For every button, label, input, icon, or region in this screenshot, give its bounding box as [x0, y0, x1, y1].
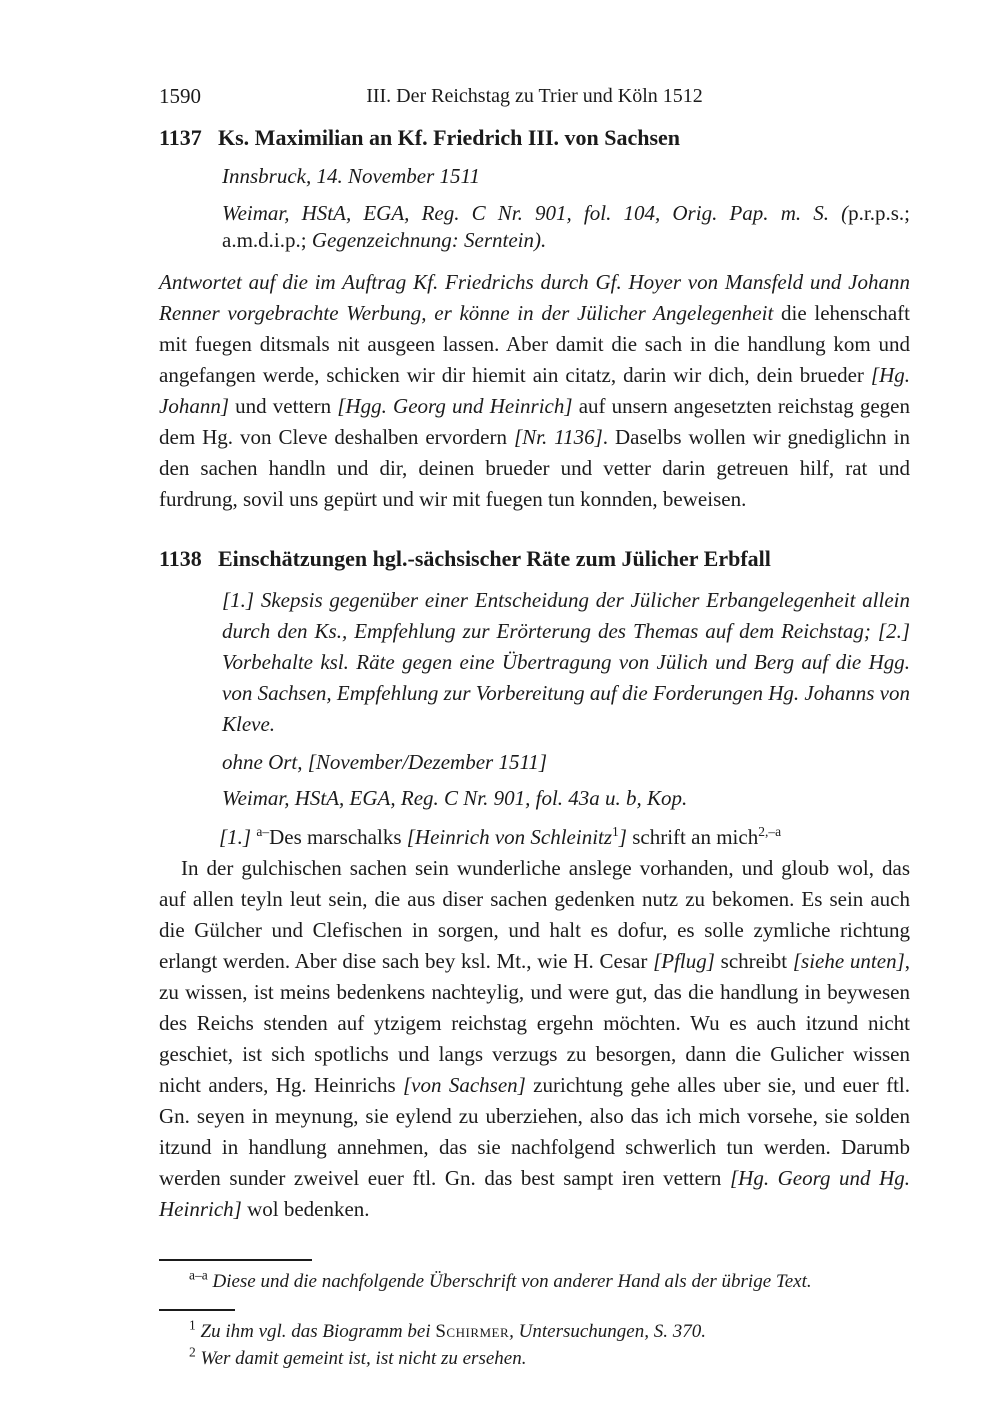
- text-run: [Pflug]: [653, 949, 715, 973]
- doc-1138-number: 1138: [159, 546, 202, 571]
- text-run: ]: [618, 825, 627, 849]
- text-run: auf unsern angesetzten reichstag gegen dem Hg. von Cleve deshalben ervordern: [159, 394, 911, 449]
- text-run: [siehe unten]: [792, 949, 905, 973]
- running-header-title: III. Der Reichstag zu Trier und Köln 1512: [366, 85, 703, 107]
- doc-1138-subheading: [159, 822, 910, 853]
- text-run: [1.]: [219, 825, 257, 849]
- footnote-rule-numbers: [159, 1309, 235, 1311]
- footnote-2: [159, 1345, 910, 1372]
- text-run: Antwortet auf die im Auftrag Kf. Friedrichs durch Gf. Hoyer von Mansfeld und Johann Renner vorgebrachte Werbung, er könne in der Jülicher Angelegenheit: [159, 270, 910, 325]
- doc-1138-body: [159, 853, 910, 1225]
- footnote-variant-a: [159, 1268, 910, 1295]
- text-run: [von Sachsen]: [403, 1073, 526, 1097]
- text-run: [Hg. Johann]: [159, 363, 910, 418]
- text-run: [Heinrich von Schleinitz: [406, 825, 613, 849]
- doc-1137-regest: [159, 267, 910, 515]
- footnote-1: [159, 1318, 910, 1345]
- doc-1138-title: Einschätzungen hgl.-sächsischer Räte zum Jülicher Erbfall: [218, 546, 771, 571]
- doc-1137-number: 1137: [159, 125, 202, 150]
- running-header: [159, 84, 910, 108]
- text-run: schrift an mich: [626, 825, 759, 849]
- text-run: a–: [256, 824, 270, 839]
- page-number: 1590: [159, 84, 201, 108]
- footnote-rule-variants: [159, 1259, 312, 1261]
- text-run: Weimar, HStA, EGA, Reg. C Nr. 901, fol. 104, Orig. Pap. m. S. (: [222, 201, 849, 225]
- text-run: wol bedenken.: [241, 1197, 370, 1221]
- doc-1137-title: Ks. Maximilian an Kf. Friedrich III. von Sachsen: [218, 125, 681, 150]
- text-run: Diese und die nachfolgende Überschrift von anderer Hand als der übrige Text.: [207, 1271, 812, 1292]
- doc-1138-dateline: ohne Ort, [November/Dezember 1511]: [222, 750, 548, 774]
- text-run: [Hgg. Georg und Heinrich]: [337, 394, 573, 418]
- text-run: Schirmer: [435, 1321, 510, 1342]
- text-run: Zu ihm vgl. das Biogramm bei: [195, 1321, 436, 1342]
- footnote-section: [159, 1259, 910, 1372]
- text-run: und vettern: [229, 394, 338, 418]
- doc-1138-summary: [1.] Skepsis gegenüber einer Entscheidung der Jülicher Erbangelegenheit allein durch den Ks., Empfehlung zur Erörterung des Themas auf dem Reichstag; [2.] Vorbehalte ksl. Räte gegen eine Übertragung von Jülich und Berg auf die Hgg. von Sachsen, Empfehlung zur Vorbereitung auf die Forderungen Hg. Johanns von Kleve.: [222, 588, 910, 736]
- document-1138: [159, 545, 910, 1225]
- text-run: zurichtung gehe alles uber sie, und euer ftl. Gn. seyen in meynung, sie eylend zu uberziehen, also das ich mich vorsehe, sie solden itzund in handlung annehmen, das sie nachfolgend schwerlich tun werden. Darumb werden sunder zweivel euer ftl. Gn. das best sampt iren vettern: [159, 1073, 910, 1190]
- text-run: p.r.p.s.; a.m.d.i.p.;: [222, 201, 910, 252]
- doc-1137-heading: [159, 124, 910, 152]
- text-run: Gegenzeichnung: Serntein).: [311, 228, 547, 252]
- text-run: a–a: [189, 1267, 208, 1283]
- text-run: schreibt: [714, 949, 793, 973]
- text-run: 2,–a: [758, 824, 782, 839]
- doc-1137-archive: [222, 200, 910, 254]
- text-run: 1: [612, 824, 619, 839]
- doc-1138-heading: [159, 545, 910, 573]
- document-1137: [159, 124, 910, 515]
- text-run: die lehenschaft mit fuegen ditsmals nit ausgeen lassen. Aber damit die sach in die handlung kom und angefangen werde, schicken wir dir hiemit ain citatz, darin wir dich, dein brueder: [159, 301, 910, 387]
- text-run: [Hg. Georg und Hg. Heinrich]: [159, 1166, 911, 1221]
- text-run: , zu wissen, ist meins bedenkens nachteylig, und were gut, das die handlung in beywesen des Reichs stenden auf ytzigem reichstag ergehn möchten. Wu es auch itzund nicht geschiet, ist sich spotlichs und langs verzugs zu besorgen, dann die Gulicher wissen nicht anders, Hg. Heinrichs: [159, 949, 910, 1097]
- text-run: , Untersuchungen, S. 370.: [509, 1321, 706, 1342]
- text-run: . Daselbs wollen wir gnediglichn in den sachen handln und dir, deinen brueder und vetter darin getreuen hilf, rat und furdrung, sovil uns gepürt und wir mit fuegen tun konnden, beweisen.: [159, 425, 910, 511]
- text-run: In der gulchischen sachen sein wunderliche anslege vorhanden, und gloub wol, das auf allen teyln leut sein, die aus diser sachen gedenken nutz zu bekomen. Es sein auch die Gülcher und Clefischen in sorgen, und halt es dofur, es solle zymliche richtung erlangt werden. Aber dise sach bey ksl. Mt., wie H. Cesar: [159, 856, 910, 973]
- text-run: [Nr. 1136]: [513, 425, 603, 449]
- text-run: Wer damit gemeint ist, ist nicht zu ersehen.: [195, 1348, 527, 1369]
- text-run: 2: [189, 1344, 196, 1360]
- text-run: 1: [189, 1317, 196, 1333]
- doc-1138-archive: Weimar, HStA, EGA, Reg. C Nr. 901, fol. 43a u. b, Kop.: [222, 786, 688, 810]
- text-run: Des marschalks: [269, 825, 407, 849]
- doc-1137-dateline: Innsbruck, 14. November 1511: [222, 164, 480, 188]
